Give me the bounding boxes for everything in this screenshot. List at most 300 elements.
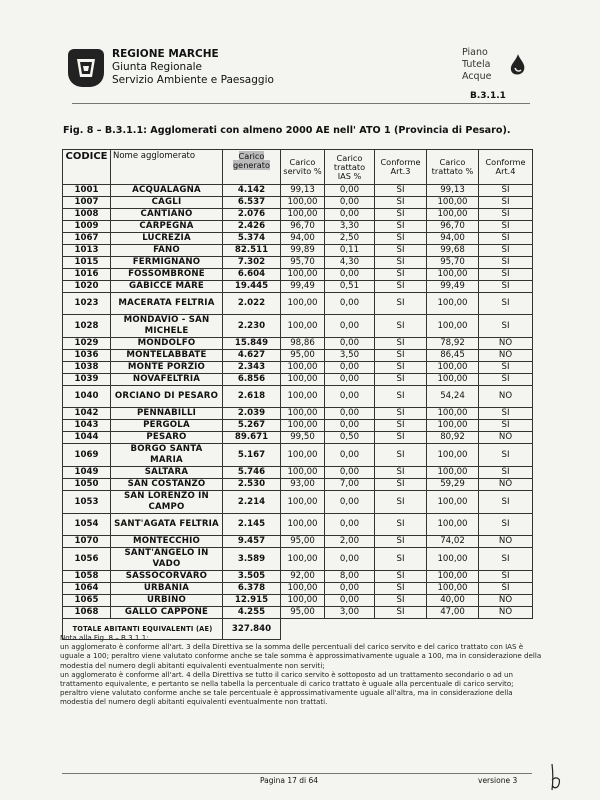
cell-carico-trattato: 78,92 (427, 338, 479, 350)
cell-carico-trattato: 100,00 (427, 467, 479, 479)
cell-conforme-art4: SI (479, 209, 533, 221)
table-row (63, 386, 533, 408)
cell-carico-generato: 2.039 (223, 408, 281, 420)
cell-carico-generato: 6.537 (223, 197, 281, 209)
table-row (63, 595, 533, 607)
cell-conforme-art3: SI (375, 432, 427, 444)
table-row (63, 467, 533, 479)
cell-conforme-art4: SI (479, 583, 533, 595)
cell-carico-servito: 94,00 (281, 233, 325, 245)
cell-carico-generato: 19.445 (223, 281, 281, 293)
cell-carico-trattato-ias: 0,00 (325, 293, 375, 315)
cell-nome: GABICCE MARE (111, 281, 223, 293)
header-carico-generato-label: Carico generato (232, 151, 271, 170)
cell-nome: NOVAFELTRIA (111, 374, 223, 386)
cell-carico-trattato: 100,00 (427, 444, 479, 467)
cell-carico-trattato-ias: 0,00 (325, 197, 375, 209)
page-number: Pagina 17 di 64 (260, 776, 319, 785)
cell-conforme-art4: SI (479, 257, 533, 269)
table-row (63, 444, 533, 467)
cell-conforme-art4: SI (479, 362, 533, 374)
cell-conforme-art4: NO (479, 386, 533, 408)
cell-conforme-art4: SI (479, 197, 533, 209)
cell-carico-servito: 95,00 (281, 350, 325, 362)
cell-conforme-art3: SI (375, 233, 427, 245)
table-row (63, 293, 533, 315)
cell-carico-trattato-ias: 3,50 (325, 350, 375, 362)
cell-carico-trattato: 40,00 (427, 595, 479, 607)
cell-nome: MONDAVIO - SAN MICHELE (111, 315, 223, 338)
cell-conforme-art4: SI (479, 281, 533, 293)
cell-conforme-art4: SI (479, 233, 533, 245)
org-department: Giunta Regionale (112, 61, 203, 73)
cell-carico-servito: 100,00 (281, 583, 325, 595)
table-row (63, 233, 533, 245)
cell-carico-servito: 100,00 (281, 420, 325, 432)
cell-carico-trattato: 100,00 (427, 408, 479, 420)
cell-conforme-art3: SI (375, 374, 427, 386)
regione-marche-emblem-icon (68, 49, 104, 87)
cell-nome: SANT'ANGELO IN VADO (111, 548, 223, 571)
cell-conforme-art4: NO (479, 338, 533, 350)
cell-carico-servito: 99,50 (281, 432, 325, 444)
cell-carico-trattato: 74,02 (427, 536, 479, 548)
cell-codice: 1043 (63, 420, 111, 432)
table-notes (60, 633, 542, 707)
table-row (63, 514, 533, 536)
cell-codice: 1053 (63, 491, 111, 514)
cell-conforme-art3: SI (375, 467, 427, 479)
cell-carico-generato: 2.618 (223, 386, 281, 408)
header-conforme-art3: Conforme Art.3 (375, 150, 427, 185)
cell-nome: CANTIANO (111, 209, 223, 221)
cell-carico-servito: 100,00 (281, 467, 325, 479)
cell-carico-servito: 93,00 (281, 479, 325, 491)
cell-codice: 1001 (63, 185, 111, 197)
cell-carico-generato: 3.505 (223, 571, 281, 583)
section-code: B.3.1.1 (470, 91, 506, 101)
cell-carico-generato: 4.255 (223, 607, 281, 619)
cell-conforme-art3: SI (375, 408, 427, 420)
cell-carico-trattato-ias: 4,30 (325, 257, 375, 269)
cell-codice: 1039 (63, 374, 111, 386)
cell-carico-trattato-ias: 0,00 (325, 514, 375, 536)
cell-conforme-art4: SI (479, 444, 533, 467)
cell-carico-trattato-ias: 2,00 (325, 536, 375, 548)
cell-carico-trattato: 100,00 (427, 293, 479, 315)
cell-codice: 1016 (63, 269, 111, 281)
header-carico-generato (223, 150, 281, 185)
cell-carico-generato: 5.374 (223, 233, 281, 245)
cell-codice: 1064 (63, 583, 111, 595)
cell-nome: MONTELABBATE (111, 350, 223, 362)
cell-codice: 1013 (63, 245, 111, 257)
cell-carico-trattato-ias: 0,00 (325, 362, 375, 374)
cell-carico-trattato: 80,92 (427, 432, 479, 444)
cell-carico-trattato: 100,00 (427, 269, 479, 281)
cell-carico-servito: 100,00 (281, 362, 325, 374)
cell-carico-servito: 100,00 (281, 374, 325, 386)
cell-carico-trattato-ias: 0,50 (325, 432, 375, 444)
cell-conforme-art4: SI (479, 467, 533, 479)
cell-carico-generato: 4.142 (223, 185, 281, 197)
notes-heading: Nota alla Fig. 8 – B.3.1.1: (60, 633, 149, 642)
cell-carico-servito: 95,70 (281, 257, 325, 269)
cell-carico-trattato: 94,00 (427, 233, 479, 245)
cell-codice: 1029 (63, 338, 111, 350)
table-row (63, 209, 533, 221)
cell-codice: 1042 (63, 408, 111, 420)
table-row (63, 257, 533, 269)
cell-carico-trattato-ias: 0,00 (325, 386, 375, 408)
header-divider (72, 103, 530, 104)
cell-carico-servito: 92,00 (281, 571, 325, 583)
cell-carico-generato: 5.746 (223, 467, 281, 479)
cell-nome: FOSSOMBRONE (111, 269, 223, 281)
cell-conforme-art3: SI (375, 221, 427, 233)
cell-carico-servito: 100,00 (281, 269, 325, 281)
cell-conforme-art4: NO (479, 536, 533, 548)
cell-carico-servito: 99,89 (281, 245, 325, 257)
cell-conforme-art4: SI (479, 269, 533, 281)
plan-line-3: Acque (462, 71, 492, 82)
cell-conforme-art3: SI (375, 491, 427, 514)
cell-conforme-art3: SI (375, 536, 427, 548)
cell-nome: CAGLI (111, 197, 223, 209)
cell-conforme-art4: SI (479, 185, 533, 197)
cell-conforme-art4: NO (479, 432, 533, 444)
header-nome: Nome agglomerato (111, 150, 223, 185)
cell-carico-servito: 100,00 (281, 408, 325, 420)
cell-conforme-art3: SI (375, 197, 427, 209)
cell-conforme-art3: SI (375, 583, 427, 595)
cell-carico-trattato: 100,00 (427, 374, 479, 386)
cell-carico-servito: 100,00 (281, 209, 325, 221)
cell-carico-trattato: 100,00 (427, 491, 479, 514)
cell-carico-servito: 100,00 (281, 315, 325, 338)
table-row (63, 583, 533, 595)
figure-title: Fig. 8 – B.3.1.1: Agglomerati con almeno 2000 AE nell' ATO 1 (Provincia di Pesaro). (63, 125, 511, 136)
cell-carico-generato: 5.267 (223, 420, 281, 432)
organization-block (112, 48, 274, 87)
cell-carico-generato: 2.214 (223, 491, 281, 514)
org-name: REGIONE MARCHE (112, 48, 219, 60)
cell-codice: 1054 (63, 514, 111, 536)
cell-codice: 1065 (63, 595, 111, 607)
plan-line-2: Tutela (462, 59, 491, 70)
cell-nome: FERMIGNANO (111, 257, 223, 269)
cell-nome: FANO (111, 245, 223, 257)
cell-carico-generato: 12.915 (223, 595, 281, 607)
header-codice: CODICE (63, 150, 111, 185)
cell-codice: 1068 (63, 607, 111, 619)
cell-codice: 1040 (63, 386, 111, 408)
footer-divider (62, 773, 532, 774)
cell-carico-generato: 4.627 (223, 350, 281, 362)
cell-nome: URBANIA (111, 583, 223, 595)
cell-nome: MACERATA FELTRIA (111, 293, 223, 315)
cell-codice: 1044 (63, 432, 111, 444)
cell-carico-servito: 99,13 (281, 185, 325, 197)
cell-conforme-art3: SI (375, 386, 427, 408)
cell-conforme-art3: SI (375, 338, 427, 350)
cell-conforme-art4: SI (479, 571, 533, 583)
cell-nome: SANT'AGATA FELTRIA (111, 514, 223, 536)
cell-nome: ACQUALAGNA (111, 185, 223, 197)
cell-conforme-art3: SI (375, 281, 427, 293)
table-row (63, 221, 533, 233)
cell-conforme-art4: SI (479, 408, 533, 420)
cell-carico-trattato-ias: 3,30 (325, 221, 375, 233)
cell-carico-trattato: 99,68 (427, 245, 479, 257)
table-row (63, 491, 533, 514)
cell-carico-generato: 2.145 (223, 514, 281, 536)
cell-carico-servito: 100,00 (281, 293, 325, 315)
cell-carico-trattato-ias: 0,00 (325, 548, 375, 571)
cell-carico-generato: 6.378 (223, 583, 281, 595)
cell-carico-trattato-ias: 0,00 (325, 420, 375, 432)
cell-carico-servito: 95,00 (281, 536, 325, 548)
cell-carico-generato: 15.849 (223, 338, 281, 350)
notes-art4: un agglomerato è conforme all'art. 4 della Direttiva se tutto il carico servito è sottoposto ad un trattamento secondario o ad un trattamento equivalente, e pertanto se nella tabella la percentuale di carico trattato è uguale alla percentuale di carico servito; peraltro viene valutato conforme anche se tale percentuale è approssimativamente uguale all'altra, ma in considerazione della modestia del numero degli abitanti equivalenti eventualmente non trattati. (60, 669, 514, 707)
cell-carico-trattato: 96,70 (427, 221, 479, 233)
cell-carico-trattato-ias: 0,00 (325, 315, 375, 338)
cell-conforme-art3: SI (375, 595, 427, 607)
cell-carico-servito: 100,00 (281, 548, 325, 571)
cell-carico-trattato: 100,00 (427, 548, 479, 571)
cell-carico-trattato-ias: 0,00 (325, 374, 375, 386)
cell-carico-trattato-ias: 0,00 (325, 408, 375, 420)
table-row (63, 281, 533, 293)
table-row (63, 571, 533, 583)
cell-carico-trattato-ias: 0,51 (325, 281, 375, 293)
cell-nome: SASSOCORVARO (111, 571, 223, 583)
table-row (63, 479, 533, 491)
table-row (63, 432, 533, 444)
cell-nome: PERGOLA (111, 420, 223, 432)
cell-nome: LUCREZIA (111, 233, 223, 245)
cell-nome: GALLO CAPPONE (111, 607, 223, 619)
cell-conforme-art4: NO (479, 479, 533, 491)
cell-carico-trattato-ias: 3,00 (325, 607, 375, 619)
cell-carico-trattato-ias: 0,00 (325, 595, 375, 607)
cell-conforme-art4: SI (479, 315, 533, 338)
cell-carico-trattato-ias: 0,11 (325, 245, 375, 257)
agglomerati-table (62, 149, 533, 640)
table-row (63, 536, 533, 548)
cell-carico-generato: 2.022 (223, 293, 281, 315)
cell-carico-trattato: 100,00 (427, 315, 479, 338)
handwritten-initial-icon (548, 762, 564, 792)
cell-conforme-art3: SI (375, 420, 427, 432)
cell-carico-servito: 100,00 (281, 514, 325, 536)
cell-carico-generato: 6.856 (223, 374, 281, 386)
cell-carico-trattato: 100,00 (427, 514, 479, 536)
cell-nome: URBINO (111, 595, 223, 607)
document-version: versione 3 (478, 776, 518, 785)
cell-carico-trattato-ias: 0,00 (325, 583, 375, 595)
cell-codice: 1038 (63, 362, 111, 374)
cell-carico-servito: 99,49 (281, 281, 325, 293)
cell-nome: SAN COSTANZO (111, 479, 223, 491)
cell-conforme-art3: SI (375, 209, 427, 221)
cell-carico-trattato: 100,00 (427, 209, 479, 221)
cell-carico-servito: 100,00 (281, 197, 325, 209)
cell-carico-generato: 7.302 (223, 257, 281, 269)
header-carico-servito: Carico servito % (281, 150, 325, 185)
cell-carico-trattato: 100,00 (427, 571, 479, 583)
cell-carico-trattato: 100,00 (427, 362, 479, 374)
table-row (63, 269, 533, 281)
header-conforme-art4: Conforme Art.4 (479, 150, 533, 185)
cell-nome: BORGO SANTA MARIA (111, 444, 223, 467)
cell-conforme-art4: SI (479, 374, 533, 386)
plan-block (462, 47, 491, 83)
org-service: Servizio Ambiente e Paesaggio (112, 74, 274, 86)
cell-conforme-art4: SI (479, 491, 533, 514)
cell-conforme-art3: SI (375, 257, 427, 269)
table-row (63, 315, 533, 338)
cell-codice: 1070 (63, 536, 111, 548)
cell-carico-generato: 2.076 (223, 209, 281, 221)
cell-nome: PESARO (111, 432, 223, 444)
cell-carico-trattato-ias: 0,00 (325, 444, 375, 467)
cell-carico-generato: 2.343 (223, 362, 281, 374)
table-row (63, 607, 533, 619)
water-drop-icon (506, 52, 528, 78)
total-value: 327.840 (223, 619, 281, 640)
table-row (63, 338, 533, 350)
cell-nome: ORCIANO DI PESARO (111, 386, 223, 408)
table-body (63, 185, 533, 640)
cell-carico-trattato-ias: 0,00 (325, 269, 375, 281)
cell-conforme-art3: SI (375, 293, 427, 315)
cell-conforme-art3: SI (375, 185, 427, 197)
cell-carico-trattato: 100,00 (427, 197, 479, 209)
table-row (63, 362, 533, 374)
cell-carico-trattato-ias: 0,00 (325, 491, 375, 514)
cell-carico-generato: 2.426 (223, 221, 281, 233)
regione-marche-logo (68, 49, 104, 87)
cell-carico-trattato-ias: 8,00 (325, 571, 375, 583)
cell-codice: 1069 (63, 444, 111, 467)
cell-carico-servito: 98,86 (281, 338, 325, 350)
cell-carico-generato: 2.230 (223, 315, 281, 338)
cell-nome: MONTECCHIO (111, 536, 223, 548)
cell-codice: 1049 (63, 467, 111, 479)
cell-conforme-art4: SI (479, 420, 533, 432)
cell-carico-trattato: 100,00 (427, 583, 479, 595)
cell-carico-servito: 100,00 (281, 386, 325, 408)
header-carico-trattato: Carico trattato % (427, 150, 479, 185)
cell-carico-trattato: 86,45 (427, 350, 479, 362)
cell-conforme-art3: SI (375, 607, 427, 619)
cell-codice: 1015 (63, 257, 111, 269)
cell-codice: 1020 (63, 281, 111, 293)
cell-carico-servito: 100,00 (281, 595, 325, 607)
cell-carico-trattato-ias: 0,00 (325, 185, 375, 197)
table-row (63, 374, 533, 386)
cell-codice: 1028 (63, 315, 111, 338)
cell-carico-trattato-ias: 2,50 (325, 233, 375, 245)
cell-conforme-art4: SI (479, 245, 533, 257)
table-row (63, 408, 533, 420)
plan-line-1: Piano (462, 47, 488, 58)
cell-nome: PENNABILLI (111, 408, 223, 420)
cell-carico-generato: 82.511 (223, 245, 281, 257)
cell-carico-generato: 89.671 (223, 432, 281, 444)
cell-conforme-art3: SI (375, 479, 427, 491)
cell-carico-trattato-ias: 0,00 (325, 209, 375, 221)
cell-carico-trattato: 99,13 (427, 185, 479, 197)
cell-carico-trattato: 100,00 (427, 420, 479, 432)
cell-conforme-art3: SI (375, 269, 427, 281)
cell-codice: 1056 (63, 548, 111, 571)
cell-carico-trattato: 59,29 (427, 479, 479, 491)
cell-conforme-art4: SI (479, 221, 533, 233)
cell-carico-generato: 6.604 (223, 269, 281, 281)
cell-carico-trattato: 95,70 (427, 257, 479, 269)
cell-conforme-art4: NO (479, 350, 533, 362)
table-row (63, 548, 533, 571)
cell-carico-trattato: 54,24 (427, 386, 479, 408)
cell-codice: 1067 (63, 233, 111, 245)
cell-nome: CARPEGNA (111, 221, 223, 233)
table-row (63, 420, 533, 432)
cell-conforme-art4: NO (479, 607, 533, 619)
cell-carico-servito: 100,00 (281, 444, 325, 467)
cell-conforme-art3: SI (375, 444, 427, 467)
cell-conforme-art4: SI (479, 514, 533, 536)
cell-codice: 1036 (63, 350, 111, 362)
cell-codice: 1007 (63, 197, 111, 209)
cell-codice: 1050 (63, 479, 111, 491)
cell-carico-trattato-ias: 7,00 (325, 479, 375, 491)
cell-conforme-art3: SI (375, 571, 427, 583)
cell-conforme-art3: SI (375, 315, 427, 338)
header-carico-trattato-ias: Carico trattato IAS % (325, 150, 375, 185)
cell-carico-generato: 9.457 (223, 536, 281, 548)
cell-carico-generato: 3.589 (223, 548, 281, 571)
cell-carico-servito: 95,00 (281, 607, 325, 619)
cell-conforme-art3: SI (375, 245, 427, 257)
table-header-row (63, 150, 533, 185)
cell-carico-trattato: 47,00 (427, 607, 479, 619)
cell-nome: SALTARA (111, 467, 223, 479)
cell-carico-trattato-ias: 0,00 (325, 338, 375, 350)
cell-carico-generato: 5.167 (223, 444, 281, 467)
total-label: TOTALE ABITANTI EQUIVALENTI (AE) (63, 619, 223, 640)
cell-carico-trattato-ias: 0,00 (325, 467, 375, 479)
table-row (63, 245, 533, 257)
cell-conforme-art3: SI (375, 350, 427, 362)
cell-codice: 1008 (63, 209, 111, 221)
table-row (63, 197, 533, 209)
table-row (63, 185, 533, 197)
cell-carico-servito: 96,70 (281, 221, 325, 233)
cell-nome: SAN LORENZO IN CAMPO (111, 491, 223, 514)
table-row (63, 350, 533, 362)
cell-codice: 1009 (63, 221, 111, 233)
cell-conforme-art4: NO (479, 595, 533, 607)
cell-carico-trattato: 99,49 (427, 281, 479, 293)
cell-carico-servito: 100,00 (281, 491, 325, 514)
cell-codice: 1058 (63, 571, 111, 583)
cell-codice: 1023 (63, 293, 111, 315)
cell-conforme-art4: SI (479, 548, 533, 571)
cell-conforme-art3: SI (375, 548, 427, 571)
cell-conforme-art4: SI (479, 293, 533, 315)
